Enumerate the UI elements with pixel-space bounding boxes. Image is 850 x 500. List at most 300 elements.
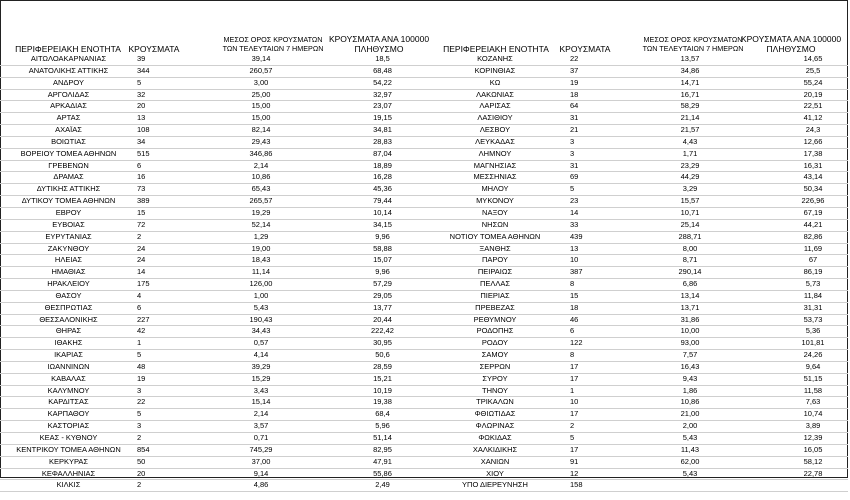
cases-cell: 344 — [137, 65, 150, 75]
avg7-cell: 10,86 — [680, 397, 700, 407]
right-header-cases: ΚΡΟΥΣΜΑΤΑ — [559, 44, 611, 54]
table-row — [0, 207, 430, 219]
region-cell: ΗΛΕΙΑΣ — [54, 255, 83, 265]
per100k-cell: 68,4 — [375, 409, 390, 419]
per100k-cell: 58,12 — [803, 456, 823, 466]
table-row — [420, 148, 848, 160]
region-cell: ΘΗΡΑΣ — [55, 326, 82, 336]
table-row — [0, 338, 430, 350]
right-header-per100k-line1: ΚΡΟΥΣΜΑΤΑ ΑΝΑ 100000 — [740, 34, 842, 44]
right-cases-table — [420, 54, 848, 492]
right-header-per100k-line2: ΠΛΗΘΥΣΜΟ — [766, 44, 816, 54]
per100k-cell: 12,66 — [803, 136, 823, 146]
region-cell: ΛΕΣΒΟΥ — [479, 125, 511, 135]
cases-cell: 227 — [137, 314, 150, 324]
avg7-cell: 1,86 — [682, 385, 698, 395]
region-cell: ΖΑΚΥΝΘΟΥ — [47, 243, 90, 253]
avg7-cell: 10,86 — [251, 172, 271, 182]
cases-cell: 50 — [137, 456, 146, 466]
region-cell: ΔΥΤΙΚΗΣ ΑΤΤΙΚΗΣ — [36, 184, 101, 194]
table-row — [420, 444, 848, 456]
avg7-cell: 290,14 — [678, 267, 702, 277]
cases-cell: 15 — [570, 290, 579, 300]
left-header-avg7-line1: ΜΕΣΟΣ ΟΡΟΣ ΚΡΟΥΣΜΑΤΩΝ — [223, 35, 323, 44]
table-row — [0, 267, 430, 279]
per100k-cell: 9,96 — [375, 267, 390, 277]
cases-cell: 46 — [570, 314, 579, 324]
per100k-cell: 19,15 — [373, 113, 392, 123]
per100k-cell: 47,91 — [373, 456, 392, 466]
region-cell: ΞΑΝΘΗΣ — [479, 243, 511, 253]
cases-cell: 122 — [570, 338, 583, 348]
table-row — [0, 468, 430, 480]
region-cell: ΛΑΡΙΣΑΣ — [479, 101, 511, 111]
cases-cell: 42 — [137, 326, 146, 336]
table-row — [0, 326, 430, 338]
cases-cell: 6 — [570, 326, 575, 336]
cases-cell: 24 — [137, 243, 146, 253]
region-cell: ΦΛΩΡΙΝΑΣ — [475, 421, 515, 431]
region-cell: ΑΙΤΩΛΟΑΚΑΡΝΑΝΙΑΣ — [30, 54, 107, 63]
per100k-cell: 11,69 — [803, 243, 823, 253]
cases-cell: 175 — [137, 279, 150, 289]
table-row — [0, 290, 430, 302]
avg7-cell: 34,86 — [680, 65, 700, 75]
avg7-cell: 5,43 — [253, 302, 269, 312]
right-header-per100k — [734, 34, 848, 54]
avg7-cell: 3,00 — [253, 77, 269, 87]
table-row — [0, 219, 430, 231]
avg7-cell — [602, 480, 778, 492]
cases-cell: 10 — [570, 255, 579, 265]
cases-cell: 14 — [570, 207, 579, 217]
cases-cell: 21 — [570, 125, 579, 135]
per100k-cell: 30,95 — [373, 338, 392, 348]
table-row — [0, 456, 430, 468]
avg7-cell: 58,29 — [680, 101, 700, 111]
per100k-cell: 20,19 — [803, 89, 823, 99]
avg7-cell: 0,71 — [253, 433, 269, 442]
region-cell: ΥΠΟ ΔΙΕΡΕΥΝΗΣΗ — [462, 480, 528, 490]
left-header-avg7-line2: ΤΩΝ ΤΕΛΕΥΤΑΙΩΝ 7 ΗΜΕΡΩΝ — [222, 44, 324, 53]
table-row — [420, 196, 848, 208]
per100k-cell: 9,96 — [375, 231, 390, 241]
avg7-cell: 4,86 — [253, 480, 269, 490]
cases-cell: 16 — [137, 172, 146, 182]
region-cell: ΦΘΙΩΤΙΔΑΣ — [474, 409, 516, 419]
per100k-cell: 24,3 — [805, 125, 821, 135]
per100k-cell: 5,36 — [805, 326, 821, 336]
per100k-cell: 87,04 — [373, 148, 392, 158]
table-row — [0, 136, 430, 148]
cases-cell: 108 — [137, 125, 150, 135]
avg7-cell: 15,14 — [251, 397, 271, 407]
region-cell: ΙΩΑΝΝΙΝΩΝ — [47, 361, 90, 371]
cases-cell: 20 — [137, 101, 146, 111]
cases-cell: 17 — [570, 361, 579, 371]
cases-cell: 8 — [570, 350, 575, 360]
per100k-cell: 2,49 — [375, 480, 390, 490]
table-row — [0, 184, 430, 196]
per100k-cell: 10,19 — [373, 385, 392, 395]
region-cell: ΑΡΤΑΣ — [56, 113, 81, 123]
avg7-cell: 39,29 — [251, 361, 271, 371]
per100k-cell: 51,14 — [373, 433, 392, 442]
per100k-cell: 15,07 — [373, 255, 392, 265]
per100k-cell: 57,29 — [373, 279, 392, 289]
avg7-cell: 14,71 — [680, 77, 700, 87]
region-cell: ΚΩ — [489, 77, 501, 87]
avg7-cell: 13,71 — [680, 302, 700, 312]
per100k-cell: 13,77 — [373, 302, 392, 312]
table-row — [0, 125, 430, 137]
left-header-region: ΠΕΡΙΦΕΡΕΙΑΚΗ ΕΝΟΤΗΤΑ — [15, 44, 121, 54]
avg7-cell: 265,57 — [249, 196, 273, 206]
avg7-cell: 288,71 — [678, 231, 702, 241]
cases-cell: 389 — [137, 196, 150, 206]
region-cell: ΒΟΡΕΙΟΥ ΤΟΜΕΑ ΑΘΗΝΩΝ — [20, 148, 117, 158]
table-row — [420, 207, 848, 219]
avg7-cell: 9,43 — [682, 373, 698, 383]
cases-cell: 3 — [570, 136, 575, 146]
avg7-cell: 82,14 — [251, 125, 271, 135]
table-row — [420, 290, 848, 302]
region-cell: ΚΑΛΥΜΝΟΥ — [47, 385, 90, 395]
per100k-cell: 226,96 — [801, 196, 825, 206]
per100k-cell: 17,38 — [803, 148, 823, 158]
region-cell: ΧΑΝΙΩΝ — [480, 456, 510, 466]
per100k-cell: 55,24 — [803, 77, 823, 87]
avg7-cell: 2,14 — [253, 160, 269, 170]
cases-cell: 69 — [570, 172, 579, 182]
per100k-cell: 5,73 — [805, 279, 821, 289]
avg7-cell: 93,00 — [680, 338, 700, 348]
region-cell: ΠΑΡΟΥ — [481, 255, 508, 265]
table-row — [420, 77, 848, 89]
cases-cell: 23 — [570, 196, 579, 206]
per100k-cell: 28,59 — [373, 361, 392, 371]
avg7-cell: 18,43 — [251, 255, 271, 265]
region-cell: ΡΟΔΟΥ — [481, 338, 509, 348]
region-cell: ΡΕΘΥΜΝΟΥ — [473, 314, 517, 324]
table-row — [420, 409, 848, 421]
avg7-cell: 21,57 — [680, 125, 700, 135]
table-row — [420, 373, 848, 385]
per100k-cell: 25,5 — [805, 65, 821, 75]
cases-cell: 34 — [137, 136, 146, 146]
cases-cell: 22 — [570, 54, 579, 63]
table-row — [0, 243, 430, 255]
region-cell: ΑΡΚΑΔΙΑΣ — [50, 101, 87, 111]
cases-cell: 17 — [570, 373, 579, 383]
right-header-avg7-line2: ΤΩΝ ΤΕΛΕΥΤΑΙΩΝ 7 ΗΜΕΡΩΝ — [642, 44, 744, 53]
avg7-cell: 29,43 — [251, 136, 271, 146]
cases-cell: 48 — [137, 361, 146, 371]
per100k-cell: 16,31 — [803, 160, 823, 170]
region-cell: ΚΕΦΑΛΛΗΝΙΑΣ — [41, 468, 96, 478]
region-cell: ΙΚΑΡΙΑΣ — [54, 350, 83, 360]
cases-cell: 2 — [137, 480, 142, 490]
region-cell: ΛΕΥΚΑΔΑΣ — [475, 136, 515, 146]
avg7-cell: 37,00 — [251, 456, 271, 466]
table-row — [420, 314, 848, 326]
region-cell: ΝΗΣΩΝ — [481, 219, 509, 229]
left-header-per100k-line1: ΚΡΟΥΣΜΑΤΑ ΑΝΑ 100000 — [328, 34, 430, 44]
per100k-cell: 55,86 — [373, 468, 392, 478]
avg7-cell: 2,14 — [253, 409, 269, 419]
per100k-cell: 50,6 — [375, 350, 390, 360]
table-row — [420, 326, 848, 338]
avg7-cell: 3,43 — [253, 385, 269, 395]
per100k-cell: 51,15 — [803, 373, 823, 383]
per100k-cell: 15,21 — [373, 373, 392, 383]
avg7-cell: 10,71 — [680, 207, 700, 217]
region-cell: ΚΙΛΚΙΣ — [56, 480, 81, 490]
cases-cell: 5 — [137, 77, 142, 87]
right-header-avg7-line1: ΜΕΣΟΣ ΟΡΟΣ ΚΡΟΥΣΜΑΤΩΝ — [643, 35, 743, 44]
right-table-body — [420, 54, 848, 492]
cases-cell: 854 — [137, 444, 150, 454]
region-cell: ΚΑΡΠΑΘΟΥ — [47, 409, 90, 419]
table-row — [420, 267, 848, 279]
table-row — [420, 433, 848, 445]
cases-cell: 22 — [137, 397, 146, 407]
avg7-cell: 1,00 — [253, 290, 269, 300]
region-cell: ΚΑΡΔΙΤΣΑΣ — [48, 397, 89, 407]
avg7-cell: 745,29 — [249, 444, 273, 454]
table-row — [420, 302, 848, 314]
per100k-cell: 20,44 — [373, 314, 392, 324]
avg7-cell: 4,43 — [682, 136, 698, 146]
avg7-cell: 44,29 — [680, 172, 700, 182]
per100k-cell: 3,89 — [805, 421, 821, 431]
region-cell: ΚΕΑΣ - ΚΥΘΝΟΥ — [39, 433, 98, 442]
per100k-cell: 86,19 — [803, 267, 823, 277]
region-cell: ΜΗΛΟΥ — [481, 184, 509, 194]
avg7-cell: 34,43 — [251, 326, 271, 336]
per100k-cell: 7,63 — [805, 397, 821, 407]
per100k-cell: 34,81 — [373, 125, 392, 135]
per100k-cell: 34,15 — [373, 219, 392, 229]
avg7-cell: 62,00 — [680, 456, 700, 466]
avg7-cell: 1,71 — [682, 148, 698, 158]
region-cell: ΦΩΚΙΔΑΣ — [478, 433, 512, 442]
table-row — [0, 421, 430, 433]
per100k-cell: 10,74 — [803, 409, 823, 419]
avg7-cell: 52,14 — [251, 219, 271, 229]
cases-cell: 5 — [137, 350, 142, 360]
cases-cell: 91 — [570, 456, 579, 466]
table-row — [0, 77, 430, 89]
per100k-cell: 10,14 — [373, 207, 392, 217]
region-cell: ΧΑΛΚΙΔΙΚΗΣ — [472, 444, 518, 454]
region-cell: ΚΑΒΑΛΑΣ — [51, 373, 86, 383]
cases-cell: 8 — [570, 279, 575, 289]
avg7-cell: 0,57 — [253, 338, 269, 348]
cases-cell: 2 — [137, 231, 142, 241]
per100k-cell: 12,39 — [803, 433, 823, 442]
table-row — [420, 385, 848, 397]
per100k-cell: 18,5 — [375, 54, 390, 63]
avg7-cell: 7,57 — [682, 350, 698, 360]
cases-cell: 17 — [570, 444, 579, 454]
avg7-cell: 19,29 — [251, 207, 271, 217]
avg7-cell: 9,14 — [253, 468, 269, 478]
table-row — [0, 397, 430, 409]
cases-cell: 13 — [570, 243, 579, 253]
table-row — [0, 54, 430, 65]
table-row — [0, 196, 430, 208]
avg7-cell: 39,14 — [251, 54, 271, 63]
avg7-cell: 65,43 — [251, 184, 271, 194]
avg7-cell: 21,00 — [680, 409, 700, 419]
table-row — [420, 361, 848, 373]
avg7-cell: 23,29 — [680, 160, 700, 170]
region-cell: ΓΡΕΒΕΝΩΝ — [48, 160, 89, 170]
avg7-cell: 3,57 — [253, 421, 269, 431]
table-row — [0, 409, 430, 421]
left-header-avg7 — [212, 35, 334, 53]
region-cell: ΕΒΡΟΥ — [55, 207, 82, 217]
region-cell: ΚΕΝΤΡΙΚΟΥ ΤΟΜΕΑ ΑΘΗΝΩΝ — [16, 444, 121, 454]
left-header-per100k-line2: ΠΛΗΘΥΣΜΟ — [354, 44, 404, 54]
table-row — [0, 480, 430, 492]
region-cell: ΑΡΓΟΛΙΔΑΣ — [47, 89, 90, 99]
avg7-cell: 8,71 — [682, 255, 698, 265]
region-cell: ΤΗΝΟΥ — [481, 385, 508, 395]
avg7-cell: 25,14 — [680, 219, 700, 229]
cases-cell: 18 — [570, 89, 579, 99]
avg7-cell: 126,00 — [249, 279, 273, 289]
cases-cell: 3 — [137, 385, 142, 395]
cases-cell: 39 — [137, 54, 146, 63]
per100k-cell: 222,42 — [371, 326, 394, 336]
region-cell: ΠΙΕΡΙΑΣ — [480, 290, 510, 300]
region-cell: ΒΟΙΩΤΙΑΣ — [51, 136, 86, 146]
per100k-cell: 14,65 — [803, 54, 823, 63]
avg7-cell: 6,86 — [682, 279, 698, 289]
per100k-cell: 67,19 — [803, 207, 823, 217]
region-cell: ΝΑΞΟΥ — [482, 207, 508, 217]
avg7-cell: 346,86 — [249, 148, 273, 158]
region-cell: ΠΕΙΡΑΙΩΣ — [477, 267, 513, 277]
region-cell: ΑΝΑΤΟΛΙΚΗΣ ΑΤΤΙΚΗΣ — [28, 65, 109, 75]
per100k-cell: 67 — [808, 255, 818, 265]
region-cell: ΚΕΡΚΥΡΑΣ — [48, 456, 89, 466]
cases-cell: 3 — [137, 421, 142, 431]
region-cell: ΙΘΑΚΗΣ — [54, 338, 83, 348]
cases-cell: 1 — [570, 385, 575, 395]
per100k-cell: 9,64 — [805, 361, 821, 371]
table-row — [420, 243, 848, 255]
region-cell: ΣΥΡΟΥ — [482, 373, 508, 383]
region-cell: ΜΕΣΣΗΝΙΑΣ — [473, 172, 517, 182]
cases-cell: 31 — [570, 160, 579, 170]
per100k-cell: 24,26 — [803, 350, 823, 360]
per100k-cell: 22,51 — [803, 101, 823, 111]
table-row — [420, 480, 848, 492]
table-row — [0, 113, 430, 125]
region-cell: ΡΟΔΟΠΗΣ — [476, 326, 514, 336]
cases-cell: 158 — [570, 480, 583, 490]
region-cell: ΑΝΔΡΟΥ — [52, 77, 85, 87]
cases-cell: 6 — [137, 302, 142, 312]
cases-cell: 1 — [137, 338, 142, 348]
per100k-cell — [778, 480, 848, 492]
table-row — [0, 361, 430, 373]
cases-cell: 19 — [570, 77, 579, 87]
cases-cell: 31 — [570, 113, 579, 123]
region-cell: ΠΕΛΛΑΣ — [479, 279, 511, 289]
per100k-cell: 28,83 — [373, 136, 392, 146]
per100k-cell: 32,97 — [373, 89, 392, 99]
cases-cell: 387 — [570, 267, 583, 277]
region-cell: ΛΑΣΙΘΙΟΥ — [477, 113, 513, 123]
avg7-cell: 16,71 — [680, 89, 700, 99]
per100k-cell: 53,73 — [803, 314, 823, 324]
table-row — [0, 231, 430, 243]
per100k-cell: 23,07 — [373, 101, 392, 111]
cases-cell: 2 — [137, 433, 142, 442]
cases-cell: 64 — [570, 101, 579, 111]
region-cell: ΝΟΤΙΟΥ ΤΟΜΕΑ ΑΘΗΝΩΝ — [449, 231, 541, 241]
cases-cell: 5 — [137, 409, 142, 419]
table-row — [420, 65, 848, 77]
cases-cell: 17 — [570, 409, 579, 419]
cases-cell: 18 — [570, 302, 579, 312]
avg7-cell: 25,00 — [251, 89, 271, 99]
table-row — [0, 314, 430, 326]
table-row — [420, 255, 848, 267]
per100k-cell: 29,05 — [373, 290, 392, 300]
table-row — [0, 101, 430, 113]
region-cell: ΕΥΡΥΤΑΝΙΑΣ — [45, 231, 92, 241]
table-row — [0, 172, 430, 184]
per100k-cell: 54,22 — [373, 77, 392, 87]
per100k-cell: 79,44 — [373, 196, 392, 206]
avg7-cell: 31,86 — [680, 314, 700, 324]
per100k-cell: 16,05 — [803, 444, 823, 454]
avg7-cell: 15,29 — [251, 373, 271, 383]
avg7-cell: 13,14 — [680, 290, 700, 300]
region-cell: ΗΡΑΚΛΕΙΟΥ — [47, 279, 90, 289]
cases-cell: 13 — [137, 113, 146, 123]
table-row — [420, 136, 848, 148]
avg7-cell: 11,14 — [251, 267, 271, 277]
per100k-cell: 16,28 — [373, 172, 392, 182]
per100k-cell: 82,86 — [803, 231, 823, 241]
cases-cell: 33 — [570, 219, 579, 229]
table-row — [0, 65, 430, 77]
cases-cell: 5 — [570, 184, 575, 194]
cases-cell: 5 — [570, 433, 575, 442]
region-cell: ΧΙΟΥ — [486, 468, 504, 478]
region-cell: ΚΑΣΤΟΡΙΑΣ — [47, 421, 90, 431]
per100k-cell: 31,31 — [803, 302, 823, 312]
avg7-cell: 16,43 — [680, 361, 700, 371]
region-cell: ΔΡΑΜΑΣ — [53, 172, 84, 182]
table-row — [420, 113, 848, 125]
per100k-cell: 43,14 — [803, 172, 823, 182]
left-header-per100k — [318, 34, 440, 54]
region-cell: ΛΑΚΩΝΙΑΣ — [476, 89, 514, 99]
avg7-cell: 8,00 — [682, 243, 698, 253]
cases-cell: 19 — [137, 373, 146, 383]
cases-cell: 37 — [570, 65, 579, 75]
avg7-cell: 11,43 — [680, 444, 700, 454]
region-cell: ΚΟΡΙΝΘΙΑΣ — [474, 65, 516, 75]
region-cell: ΠΡΕΒΕΖΑΣ — [475, 302, 515, 312]
